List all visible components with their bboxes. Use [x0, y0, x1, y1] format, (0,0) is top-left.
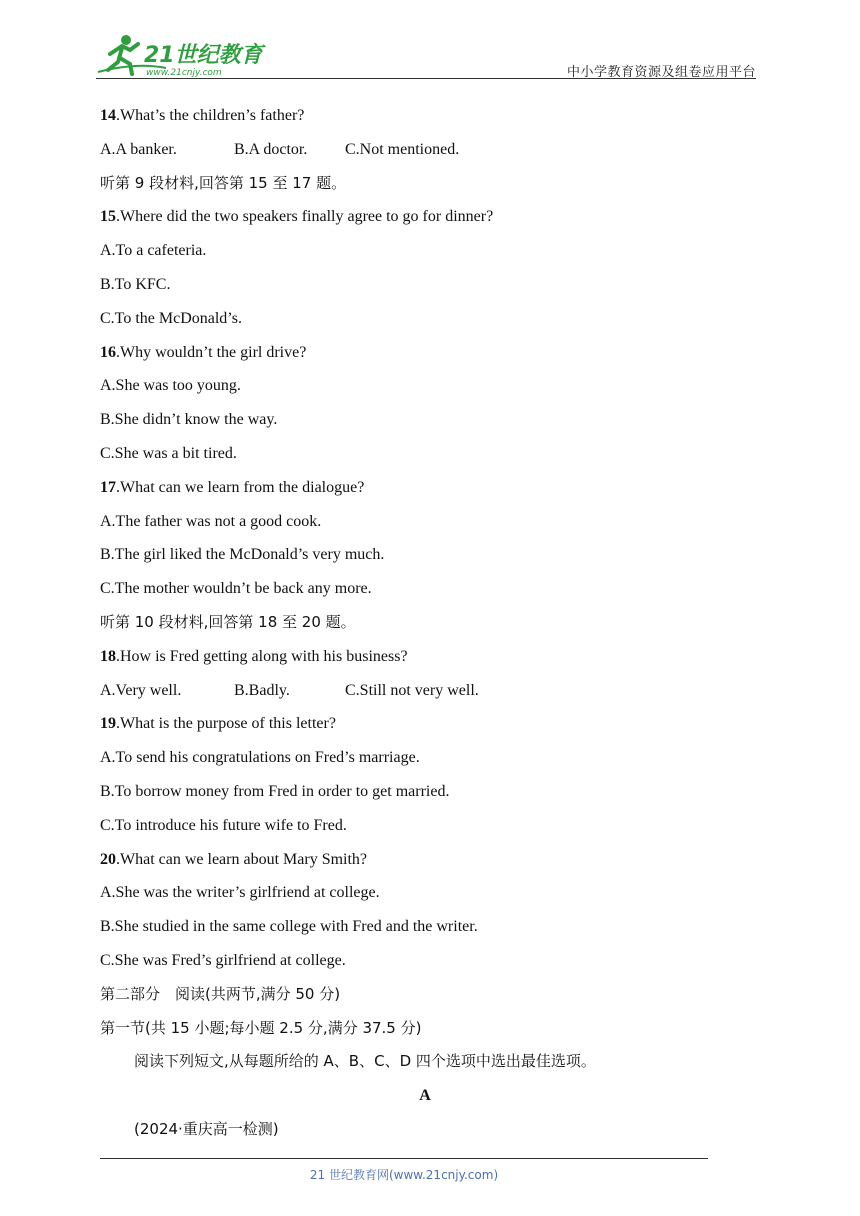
question-14	[100, 102, 720, 136]
answer-option	[100, 913, 720, 947]
logo-text: 21世纪教育	[144, 43, 263, 68]
answer-option	[100, 406, 720, 440]
answer-option: A.Very well.	[100, 681, 182, 699]
question-number: 15	[100, 208, 116, 226]
footer-text: 21 世纪教育网(www.21cnjy.com)	[309, 1168, 499, 1182]
line-text: C.The mother wouldn’t be back any more.	[100, 580, 372, 598]
answer-option: C.Not mentioned.	[345, 140, 460, 158]
footer-divider	[100, 1158, 708, 1159]
line-text: A.To a cafeteria.	[100, 242, 207, 260]
section-instruction	[100, 1048, 720, 1082]
line-text: C.She was Fred’s girlfriend at college.	[100, 951, 346, 969]
line-text: A.To send his congratulations on Fred’s marriage.	[100, 749, 420, 767]
line-text: B.To borrow money from Fred in order to get married.	[100, 782, 450, 800]
page-header	[96, 32, 756, 80]
line-text: 阅读下列短文,从每题所给的 A、B、C、D 四个选项中选出最佳选项。	[134, 1052, 596, 1071]
answer-option	[100, 812, 720, 846]
line-text: B.The girl liked the McDonald’s very much.	[100, 546, 385, 564]
line-text: A	[419, 1087, 431, 1105]
question-17	[100, 474, 720, 508]
section-instruction	[100, 981, 720, 1015]
answer-option	[100, 778, 720, 812]
answer-option	[100, 879, 720, 913]
line-text: 听第 9 段材料,回答第 15 至 17 题。	[100, 173, 347, 192]
line-text: 第一节(共 15 小题;每小题 2.5 分,满分 37.5 分)	[100, 1018, 422, 1037]
site-logo	[96, 32, 266, 78]
line-text: B.She studied in the same college with Fred and the writer.	[100, 918, 478, 936]
question-number: 19	[100, 715, 116, 733]
question-text: .Why wouldn’t the girl drive?	[116, 343, 307, 361]
answer-option: B.Badly.	[234, 681, 290, 699]
answer-option: B.A doctor.	[234, 140, 308, 158]
question-20	[100, 846, 720, 880]
answer-option	[100, 575, 720, 609]
line-text: A.She was the writer’s girlfriend at college.	[100, 884, 380, 902]
question-number: 17	[100, 478, 116, 496]
question-18	[100, 643, 720, 677]
line-text: C.To the McDonald’s.	[100, 309, 242, 327]
answer-option	[100, 305, 720, 339]
line-text: B.To KFC.	[100, 275, 171, 293]
option-row	[100, 677, 720, 711]
answer-option: C.Still not very well.	[345, 681, 479, 699]
answer-option	[100, 508, 720, 542]
header-platform-text: 中小学教育资源及组卷应用平台	[566, 65, 756, 80]
line-text: C.To introduce his future wife to Fred.	[100, 816, 347, 834]
question-number: 14	[100, 107, 116, 124]
question-text: .What can we learn from the dialogue?	[116, 478, 365, 496]
option-row	[100, 136, 720, 170]
line-text: (2024·重庆高一检测)	[134, 1119, 279, 1138]
answer-option	[100, 271, 720, 305]
answer-option	[100, 237, 720, 271]
line-text: 第二部分 阅读(共两节,满分 50 分)	[100, 984, 341, 1003]
answer-option: A.A banker.	[100, 140, 177, 158]
question-text: .What’s the children’s father?	[116, 107, 305, 124]
answer-option	[100, 947, 720, 981]
line-text: A.The father was not a good cook.	[100, 512, 322, 530]
passage-label	[100, 1082, 720, 1116]
answer-option	[100, 372, 720, 406]
header-divider	[96, 78, 756, 79]
question-15	[100, 203, 720, 237]
section-instruction	[100, 1015, 720, 1049]
line-text: B.She didn’t know the way.	[100, 411, 278, 429]
document-body	[100, 102, 720, 1150]
answer-option	[100, 440, 720, 474]
section-instruction	[100, 1116, 720, 1150]
question-16	[100, 339, 720, 373]
section-instruction	[100, 170, 720, 204]
question-text: .What can we learn about Mary Smith?	[116, 850, 368, 868]
question-text: .Where did the two speakers finally agree to go for dinner?	[116, 208, 494, 226]
logo-url: www.21cnjy.com	[146, 68, 222, 78]
question-number: 18	[100, 647, 116, 665]
answer-option	[100, 744, 720, 778]
question-text: .What is the purpose of this letter?	[116, 715, 336, 733]
line-text: C.She was a bit tired.	[100, 444, 237, 462]
question-number: 20	[100, 850, 116, 868]
line-text: A.She was too young.	[100, 377, 241, 395]
answer-option	[100, 541, 720, 575]
line-text: 听第 10 段材料,回答第 18 至 20 题。	[100, 612, 356, 631]
question-19	[100, 710, 720, 744]
question-number: 16	[100, 343, 116, 361]
section-instruction	[100, 609, 720, 643]
question-text: .How is Fred getting along with his business?	[116, 647, 408, 665]
